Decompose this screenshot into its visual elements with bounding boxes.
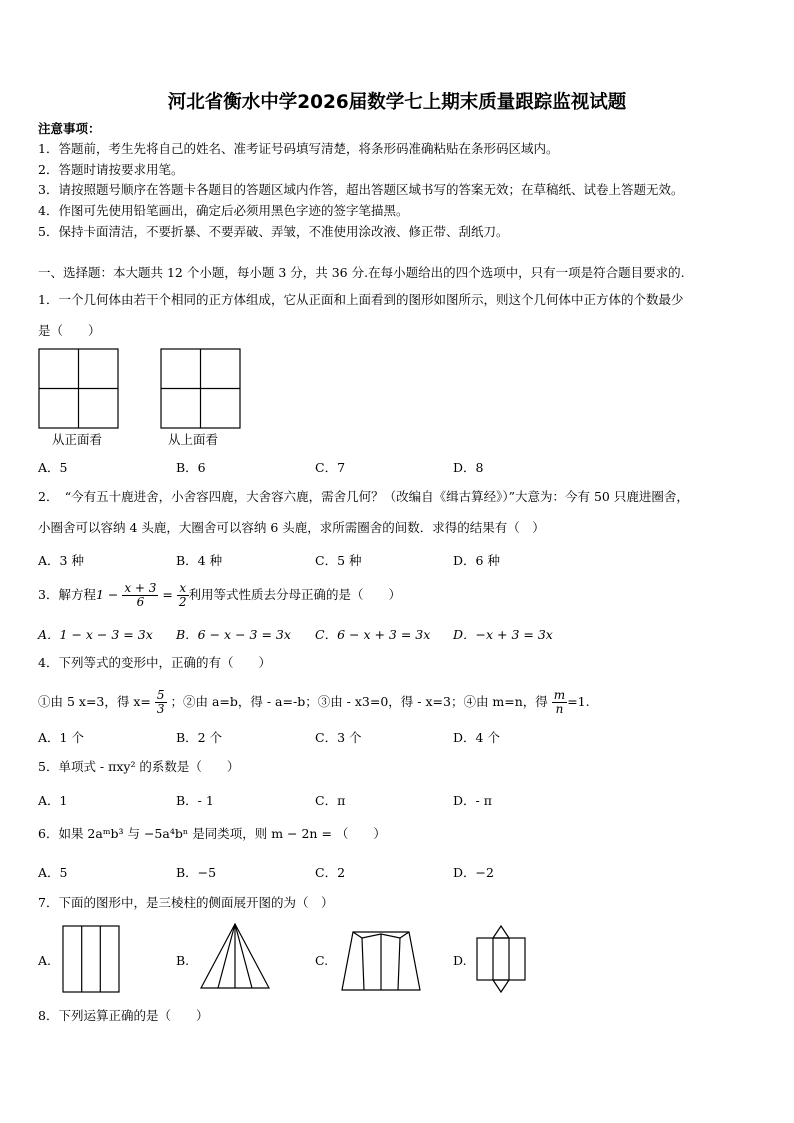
q3-frac2-den: 2 — [178, 595, 187, 609]
q3-stem — [38, 578, 401, 612]
q2-stem-line2: 小圈舍可以容纳 4 头鹿，大圈舍可以容纳 6 头鹿，求所需圈舍的间数．求得的结果有（ ） — [38, 520, 545, 535]
q1-top-view-figure — [160, 348, 242, 430]
q3-fraction-right — [177, 582, 189, 609]
q4-fraction-2 — [552, 689, 567, 716]
q1-stem-line2: 是（ ） — [38, 323, 101, 338]
q4-frac1-num: 5 — [156, 688, 165, 702]
q4-statements — [38, 684, 590, 720]
q7-option-a-figure — [60, 924, 122, 994]
q6-stem: 6．如果 2aᵐb³ 与 −5a⁴bⁿ 是同类项，则 m − 2n = （ ） — [38, 826, 386, 841]
q7-option-b-figure — [198, 922, 272, 992]
q5-option-b: B．- 1 — [176, 793, 214, 808]
q3-fraction-left — [122, 582, 158, 609]
notice-heading: 注意事项： — [38, 121, 101, 136]
q1-option-b: B．6 — [176, 460, 206, 475]
q6-option-b: B．−5 — [176, 865, 217, 880]
q2-option-b: B．4 种 — [176, 553, 223, 568]
q4-frac2-num: m — [553, 688, 566, 702]
q3-option-b: B．6 − x − 3 = 3x — [176, 627, 291, 642]
q4-option-c: C．3 个 — [315, 730, 362, 745]
q6-option-c: C．2 — [315, 865, 346, 880]
q3-suffix: 利用等式性质去分母正确的是（ ） — [188, 587, 402, 602]
q4-part2: ；②由 a=b，得 - a=-b；③由 - x3=0，得 - x=3；④由 m=n，得 — [170, 694, 548, 709]
notice-item-1: 1．答题前，考生先将自己的姓名、准考证号码填写清楚，将条形码准确粘贴在条形码区域内。 — [38, 141, 559, 156]
q4-option-a: A．1 个 — [38, 730, 84, 745]
q5-option-a: A．1 — [38, 793, 68, 808]
q1-stem-line1: 1．一个几何体由若干个相同的正方体组成，它从正面和上面看到的图形如图所示，则这个几何体中正方体的个数最少 — [38, 292, 684, 307]
q4-option-b: B．2 个 — [176, 730, 223, 745]
q3-frac2-num: x — [177, 582, 189, 596]
q7-option-c-label: C. — [315, 953, 329, 968]
q1-option-c: C．7 — [315, 460, 346, 475]
q5-stem: 5．单项式 - πxy² 的系数是（ ） — [38, 759, 240, 774]
q3-option-c: C．6 − x + 3 = 3x — [315, 627, 431, 642]
q7-option-b-label: B. — [176, 953, 190, 968]
q4-option-d: D．4 个 — [453, 730, 500, 745]
notice-item-5: 5．保持卡面清洁，不要折暴、不要弄破、弄皱，不准使用涂改液、修正带、刮纸刀。 — [38, 224, 509, 239]
q3-frac1-den: 6 — [136, 595, 145, 609]
q4-part1: ①由 5 x=3，得 x= — [38, 694, 151, 709]
notice-item-2: 2．答题时请按要求用笔。 — [38, 162, 184, 177]
q8-stem: 8．下列运算正确的是（ ） — [38, 1008, 209, 1023]
q5-option-c: C．π — [315, 793, 346, 808]
notice-item-4: 4．作图可先使用铅笔画出，确定后必须用黑色字迹的签字笔描黑。 — [38, 203, 409, 218]
q1-option-a: A．5 — [38, 460, 68, 475]
section-heading: 一、选择题：本大题共 12 个小题，每小题 3 分，共 36 分.在每小题给出的四个选项中，只有一项是符合题目要求的. — [38, 265, 685, 280]
q1-option-d: D．8 — [453, 460, 484, 475]
q4-frac2-den: n — [555, 702, 564, 716]
q4-part3: =1. — [567, 694, 590, 709]
q3-equals: = — [162, 587, 173, 602]
q3-lhs-lead: 1 − — [95, 587, 119, 602]
q5-option-d: D．- π — [453, 793, 492, 808]
q7-option-d-figure — [474, 924, 528, 994]
q3-option-a: A．1 − x − 3 = 3x — [38, 627, 153, 642]
q4-fraction-1 — [155, 689, 167, 716]
q7-option-a-label: A. — [38, 953, 52, 968]
q1-caption-top: 从上面看 — [168, 432, 219, 447]
q6-option-a: A．5 — [38, 865, 68, 880]
q7-stem: 7．下面的图形中，是三棱柱的侧面展开图的为（ ） — [38, 895, 334, 910]
q2-option-d: D．6 种 — [453, 553, 500, 568]
q3-option-d: D．−x + 3 = 3x — [453, 627, 553, 642]
q1-caption-front: 从正面看 — [52, 432, 103, 447]
q7-option-d-label: D. — [453, 953, 467, 968]
q4-frac1-den: 3 — [156, 702, 165, 716]
page-title: 河北省衡水中学2026届数学七上期末质量跟踪监视试题 — [167, 92, 627, 113]
q3-frac1-num: x + 3 — [124, 581, 157, 595]
notice-item-3: 3．请按照题号顺序在答题卡各题目的答题区域内作答，超出答题区域书写的答案无效；在草稿纸、试卷上答题无效。 — [38, 182, 684, 197]
q4-stem: 4．下列等式的变形中，正确的有（ ） — [38, 655, 271, 670]
q7-option-c-figure — [340, 928, 422, 994]
q2-option-c: C．5 种 — [315, 553, 362, 568]
q6-option-d: D．−2 — [453, 865, 494, 880]
q2-stem-line1: 2． “今有五十鹿进舍，小舍容四鹿，大舍容六鹿，需舍几何？（改编自《缉古算经》）”大意为：今有 50 只鹿进圈舍， — [38, 489, 689, 504]
q3-prefix: 3．解方程 — [38, 587, 96, 602]
q1-front-view-figure — [38, 348, 120, 430]
q2-option-a: A．3 种 — [38, 553, 84, 568]
